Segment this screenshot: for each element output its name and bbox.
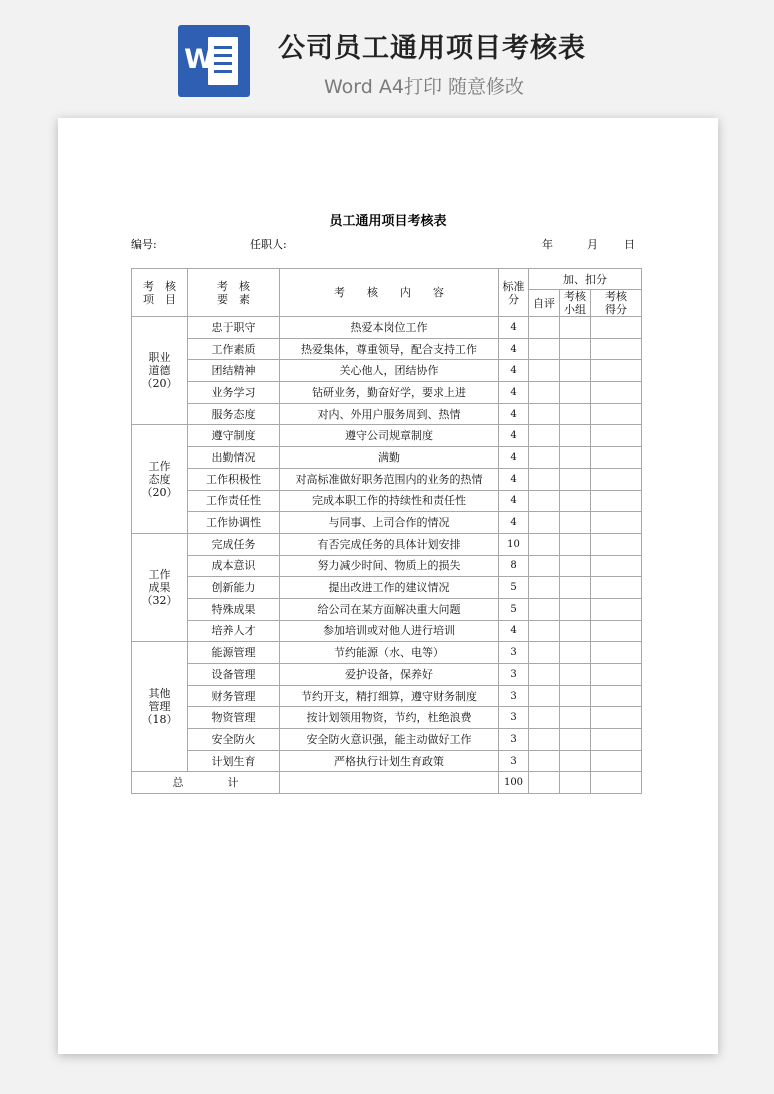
element-cell: 工作协调性 [188,512,280,534]
self-score-cell[interactable] [529,707,560,729]
word-logo-letter: W [184,44,214,75]
content-cell: 热爱集体，尊重领导，配合支持工作 [280,338,499,360]
group-score-cell[interactable] [560,577,591,599]
top-banner [0,0,774,118]
category-cell: 其他 管理 （18） [132,642,188,772]
table-row [132,620,642,642]
standard-score-cell: 4 [499,512,529,534]
element-cell: 忠于职守 [188,317,280,339]
element-cell: 工作积极性 [188,468,280,490]
content-cell: 钻研业务，勤奋好学，要求上进 [280,382,499,404]
content-cell: 参加培训或对他人进行培训 [280,620,499,642]
table-row [132,533,642,555]
group-score-cell[interactable] [560,664,591,686]
element-cell: 财务管理 [188,685,280,707]
group-score-cell[interactable] [560,317,591,339]
final-score-cell[interactable] [591,729,642,751]
element-cell: 特殊成果 [188,598,280,620]
final-score-cell[interactable] [591,447,642,469]
number-label: 编号: [131,238,157,251]
element-cell: 成本意识 [188,555,280,577]
content-cell: 给公司在某方面解决重大问题 [280,598,499,620]
self-score-cell[interactable] [529,425,560,447]
final-score-cell[interactable] [591,533,642,555]
total-score-cell: 100 [499,772,529,794]
group-score-cell[interactable] [560,729,591,751]
standard-score-cell: 8 [499,555,529,577]
self-score-cell[interactable] [529,664,560,686]
group-score-cell[interactable] [560,490,591,512]
final-score-cell[interactable] [591,620,642,642]
standard-score-cell: 5 [499,598,529,620]
content-cell: 遵守公司规章制度 [280,425,499,447]
standard-score-cell: 3 [499,707,529,729]
final-score-cell[interactable] [591,685,642,707]
final-score-cell[interactable] [591,750,642,772]
table-row [132,664,642,686]
group-score-cell[interactable] [560,707,591,729]
standard-score-cell: 4 [499,317,529,339]
table-row [132,512,642,534]
self-score-cell[interactable] [529,382,560,404]
content-cell: 关心他人，团结协作 [280,360,499,382]
table-row [132,750,642,772]
content-cell: 节约开支，精打细算，遵守财务制度 [280,685,499,707]
self-score-cell[interactable] [529,360,560,382]
self-score-cell[interactable] [529,555,560,577]
header-standard: 标准 分 [499,269,529,317]
header-final: 考核 得分 [591,290,642,317]
element-cell: 服务态度 [188,403,280,425]
element-cell: 业务学习 [188,382,280,404]
content-cell: 按计划领用物资，节约，杜绝浪费 [280,707,499,729]
final-score-cell[interactable] [591,598,642,620]
header-self: 自评 [529,290,560,317]
content-cell: 对高标准做好职务范围内的业务的热情 [280,468,499,490]
element-cell: 安全防火 [188,729,280,751]
category-cell: 工作 态度 （20） [132,425,188,533]
table-row [132,360,642,382]
content-cell: 满勤 [280,447,499,469]
group-score-cell[interactable] [560,533,591,555]
category-cell: 职业 道德 （20） [132,317,188,425]
element-cell: 出勤情况 [188,447,280,469]
content-cell: 热爱本岗位工作 [280,317,499,339]
content-cell: 提出改进工作的建议情况 [280,577,499,599]
total-final-cell[interactable] [591,772,642,794]
group-score-cell[interactable] [560,555,591,577]
content-cell: 努力减少时间、物质上的损失 [280,555,499,577]
element-cell: 完成任务 [188,533,280,555]
position-label: 任职人: [250,238,287,251]
final-score-cell[interactable] [591,338,642,360]
content-cell: 严格执行计划生育政策 [280,750,499,772]
element-cell: 能源管理 [188,642,280,664]
header-item: 考 核 项 目 [132,269,188,317]
self-score-cell[interactable] [529,338,560,360]
table-row [132,490,642,512]
header-element: 考 核 要 素 [188,269,280,317]
content-cell: 与同事、上司合作的情况 [280,512,499,534]
element-cell: 工作素质 [188,338,280,360]
category-cell: 工作 成果 （32） [132,533,188,641]
table-row [132,468,642,490]
element-cell: 遵守制度 [188,425,280,447]
total-group-cell[interactable] [560,772,591,794]
standard-score-cell: 4 [499,425,529,447]
final-score-cell[interactable] [591,468,642,490]
table-row [132,317,642,339]
year-label: 年 [542,238,553,251]
final-score-cell[interactable] [591,555,642,577]
self-score-cell[interactable] [529,512,560,534]
table-row [132,642,642,664]
self-score-cell[interactable] [529,447,560,469]
standard-score-cell: 3 [499,750,529,772]
element-cell: 团结精神 [188,360,280,382]
table-row [132,685,642,707]
document-page [58,118,718,1054]
self-score-cell[interactable] [529,642,560,664]
group-score-cell[interactable] [560,642,591,664]
table-row [132,707,642,729]
content-cell: 安全防火意识强，能主动做好工作 [280,729,499,751]
element-cell: 工作责任性 [188,490,280,512]
group-score-cell[interactable] [560,360,591,382]
group-score-cell[interactable] [560,447,591,469]
final-score-cell[interactable] [591,512,642,534]
standard-score-cell: 4 [499,447,529,469]
self-score-cell[interactable] [529,577,560,599]
standard-score-cell: 4 [499,490,529,512]
day-label: 日 [624,238,635,251]
content-cell: 对内、外用户服务周到、热情 [280,403,499,425]
total-row [132,772,642,794]
final-score-cell[interactable] [591,382,642,404]
header-row [132,269,642,290]
table-row [132,338,642,360]
self-score-cell[interactable] [529,620,560,642]
table-row [132,382,642,404]
month-label: 月 [587,238,598,251]
final-score-cell[interactable] [591,490,642,512]
final-score-cell[interactable] [591,317,642,339]
header-group: 考核 小组 [560,290,591,317]
element-cell: 计划生育 [188,750,280,772]
content-cell: 完成本职工作的持续性和责任性 [280,490,499,512]
self-score-cell[interactable] [529,750,560,772]
table-row [132,403,642,425]
standard-score-cell: 4 [499,468,529,490]
self-score-cell[interactable] [529,403,560,425]
document-title: 员工通用项目考核表 [329,214,447,229]
group-score-cell[interactable] [560,598,591,620]
group-score-cell[interactable] [560,338,591,360]
group-score-cell[interactable] [560,512,591,534]
standard-score-cell: 4 [499,382,529,404]
self-score-cell[interactable] [529,729,560,751]
banner-subtitle: Word A4打印 随意修改 [324,76,525,98]
content-cell: 爱护设备，保养好 [280,664,499,686]
total-self-cell[interactable] [529,772,560,794]
standard-score-cell: 4 [499,360,529,382]
standard-score-cell: 3 [499,685,529,707]
element-cell: 培养人才 [188,620,280,642]
standard-score-cell: 3 [499,642,529,664]
table-row [132,425,642,447]
final-score-cell[interactable] [591,664,642,686]
self-score-cell[interactable] [529,685,560,707]
table-row [132,598,642,620]
self-score-cell[interactable] [529,317,560,339]
standard-score-cell: 4 [499,338,529,360]
final-score-cell[interactable] [591,403,642,425]
content-cell: 有否完成任务的具体计划安排 [280,533,499,555]
table-row [132,729,642,751]
group-score-cell[interactable] [560,382,591,404]
self-score-cell[interactable] [529,468,560,490]
self-score-cell[interactable] [529,598,560,620]
total-content-cell [280,772,499,794]
group-score-cell[interactable] [560,620,591,642]
standard-score-cell: 10 [499,533,529,555]
element-cell: 设备管理 [188,664,280,686]
total-label: 总 计 [132,772,280,794]
evaluation-table [131,268,642,794]
self-score-cell[interactable] [529,490,560,512]
standard-score-cell: 4 [499,403,529,425]
standard-score-cell: 3 [499,664,529,686]
header-adjust: 加、扣分 [529,269,642,290]
table-row [132,577,642,599]
header-content: 考 核 内 容 [280,269,499,317]
table-row [132,447,642,469]
group-score-cell[interactable] [560,403,591,425]
group-score-cell[interactable] [560,750,591,772]
group-score-cell[interactable] [560,685,591,707]
word-logo-icon [178,25,250,97]
standard-score-cell: 3 [499,729,529,751]
element-cell: 物资管理 [188,707,280,729]
content-cell: 节约能源（水、电等） [280,642,499,664]
self-score-cell[interactable] [529,533,560,555]
final-score-cell[interactable] [591,425,642,447]
final-score-cell[interactable] [591,577,642,599]
banner-title: 公司员工通用项目考核表 [278,33,586,64]
standard-score-cell: 4 [499,620,529,642]
group-score-cell[interactable] [560,468,591,490]
group-score-cell[interactable] [560,425,591,447]
final-score-cell[interactable] [591,642,642,664]
standard-score-cell: 5 [499,577,529,599]
final-score-cell[interactable] [591,707,642,729]
table-row [132,555,642,577]
element-cell: 创新能力 [188,577,280,599]
final-score-cell[interactable] [591,360,642,382]
